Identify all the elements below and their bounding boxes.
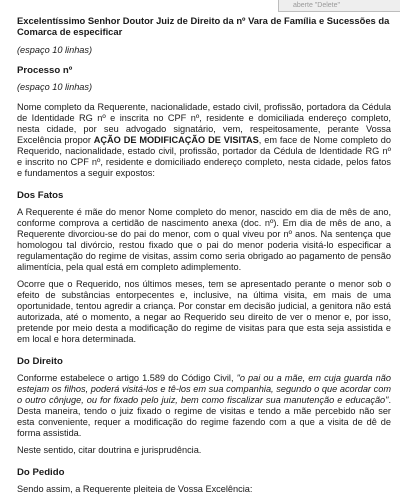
watermark-tag: aberte "Delete": [278, 0, 400, 12]
section-heading-fatos: Dos Fatos: [17, 190, 64, 201]
action-name: AÇÃO DE MODIFICAÇÃO DE VISITAS: [93, 135, 259, 145]
document-title: Excelentíssimo Senhor Doutor Juiz de Direito da nº Vara de Família e Sucessões da Comarca de especificar: [17, 15, 390, 37]
fatos-paragraph-1: A Requerente é mãe do menor Nome completo do menor, nascido em dia de mês de ano, conforme comprova a certidão de nascimento anexa (doc. nº). Em dia de mês de ano, a Requerente divorciou-se do pai do menor, com o qual viveu por nº anos. Na sentença que homologou tal divórcio, restou fixado que o pai do menor poderia visitá-lo especificar a regulamentação do regime de visitas, assim como seria obrigado ao pagamento de pensão alimentícia, pela qual está em completo adimplemento.: [17, 207, 391, 272]
direito-text-after: . Desta maneira, tendo o juiz fixado o regime de visitas e tendo a mãe percebido não ser esta conveniente, requer a modificação do regime fazendo com a que a visita de dê de forma assistida.: [17, 395, 391, 438]
pedido-paragraph-1: Sendo assim, a Requerente pleiteia de Vossa Excelência:: [17, 484, 253, 494]
direito-paragraph-1: [17, 373, 391, 439]
direito-text-before: Conforme estabelece o artigo 1.589 do Código Civil,: [17, 373, 237, 383]
fatos-paragraph-2: Ocorre que o Requerido, nos últimos meses, tem se apresentado perante o menor sob o efeito de substâncias entorpecentes e, inclusive, na última visita, em mais de uma oportunidade, tentou agredir a criança. Por constar em decisão judicial, a genitora não está autorizada, até o momento, a negar ao Requerido seu direito de ver o menor e, por isso, pretende por meio desta a modificação do regime de visitas para que esta seja assistida e em local e hora determinada.: [17, 279, 391, 344]
section-heading-pedido: Do Pedido: [17, 467, 65, 478]
intro-text-before: Nome completo da Requerente, nacionalidade, estado civil, profissão, portadora da Cédula de Identidade RG nº e inscrita no CPF nº, residente e domiciliada endereço completo, nesta cidade, por seu advogado signatário, vem, respeitosamente, perante Vossa Excelência propor: [17, 102, 391, 145]
processo-label: Processo nº: [17, 65, 73, 76]
spacer-note-1: (espaço 10 linhas): [17, 45, 93, 55]
intro-paragraph: [17, 102, 391, 179]
spacer-note-2: (espaço 10 linhas): [17, 82, 93, 92]
intro-text-after: , em face de Nome completo do Requerido, nacionalidade, estado civil, profissão, portador da Cédula de Identidade RG nº e inscrito no CPF nº, residente e domiciliado endereço completo, nesta cidade, pelos fatos e fundamentos a seguir expostos:: [17, 135, 391, 178]
direito-quote: "o pai ou a mãe, em cuja guarda não estejam os filhos, poderá visitá-los e tê-los em sua companhia, segundo o que acordar com o outro cônjuge, ou for fixado pelo juiz, bem como fiscalizar sua manutenção e educação": [17, 373, 391, 405]
direito-paragraph-2: Neste sentido, citar doutrina e jurisprudência.: [17, 445, 202, 455]
section-heading-direito: Do Direito: [17, 356, 63, 367]
document-body: [17, 15, 391, 495]
